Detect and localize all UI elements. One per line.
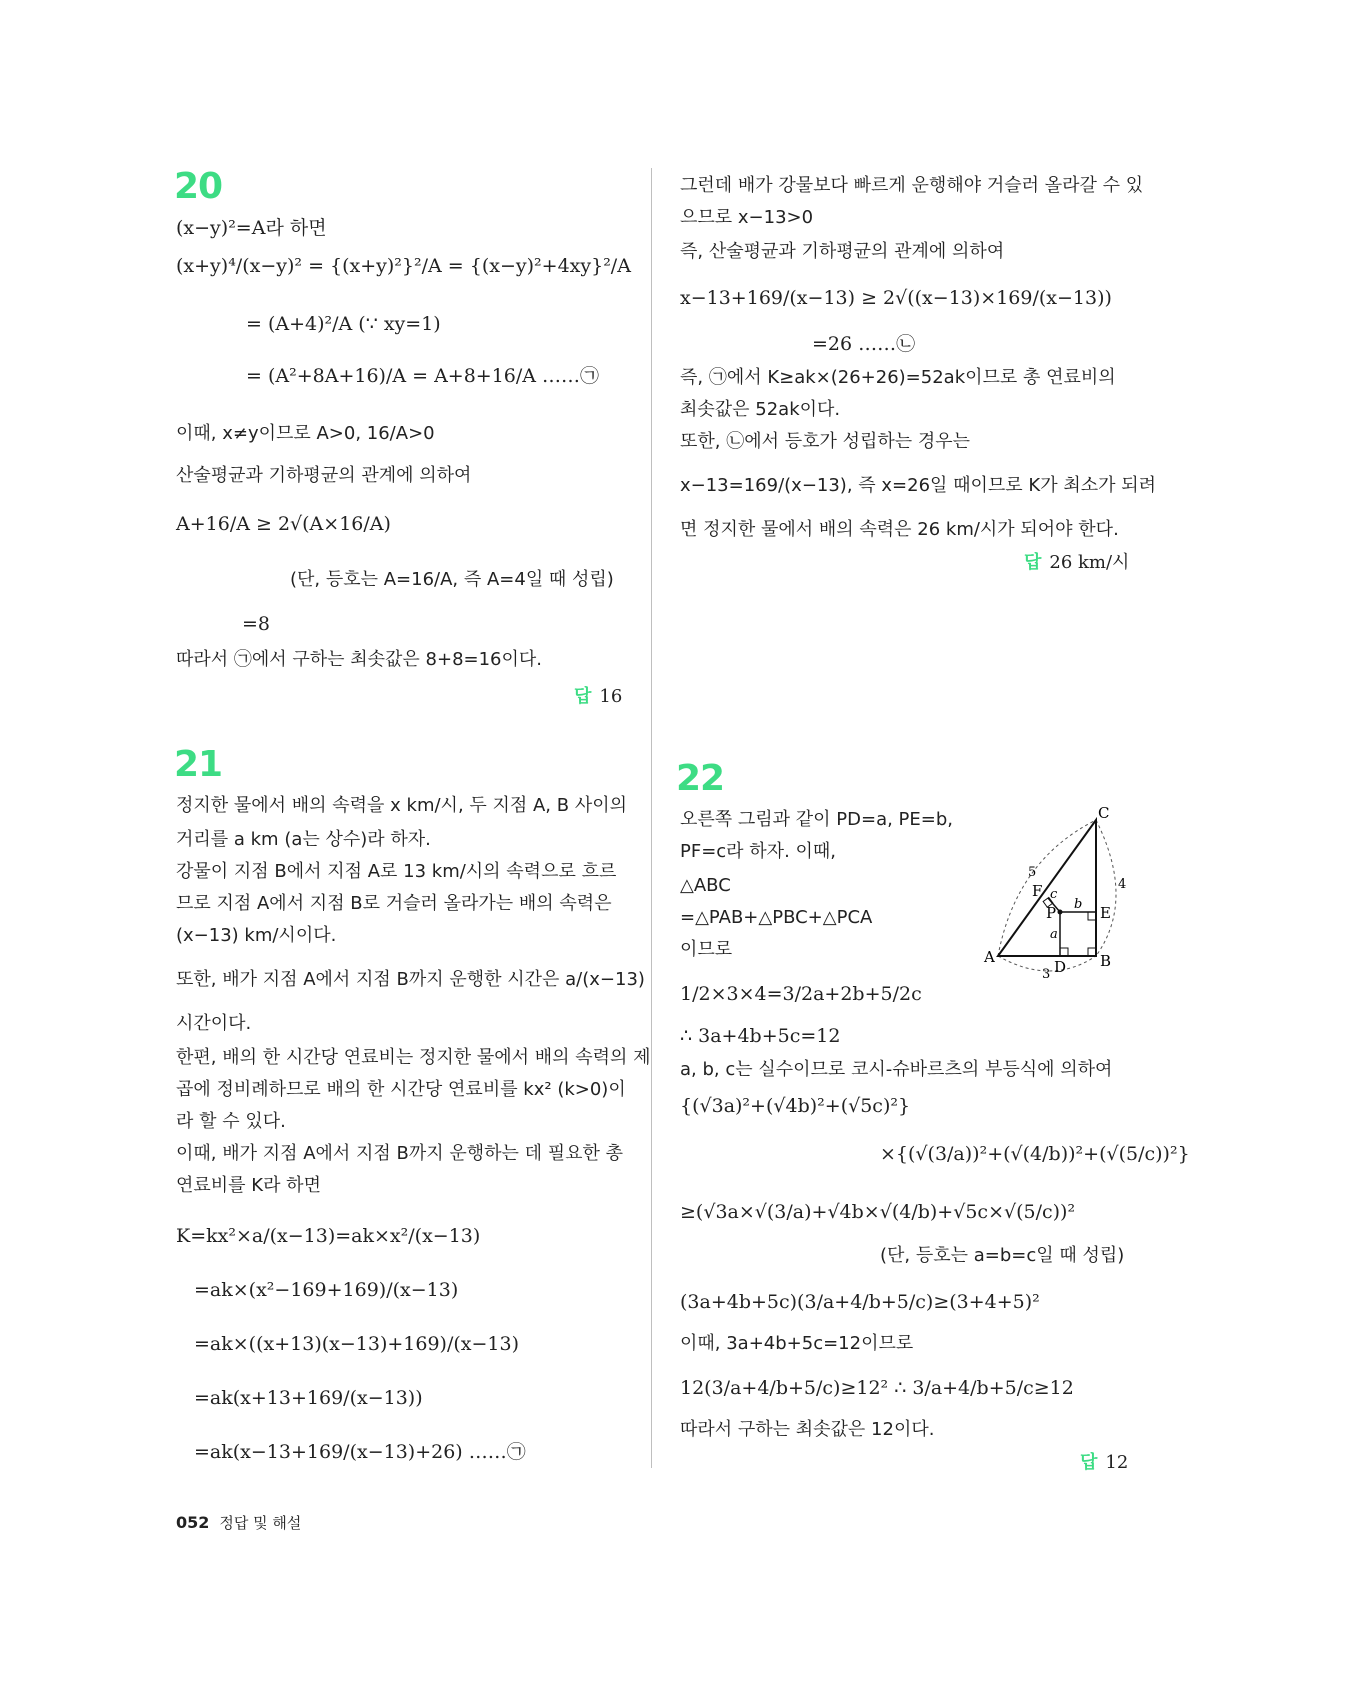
equation-line: =8 [242, 613, 271, 635]
equation-line: x−13+169/(x−13) ≥ 2√((x−13)×169/(x−13)) [680, 287, 1112, 309]
solution-line: 또한, 배가 지점 A에서 지점 B까지 운행한 시간은 a/(x−13) [176, 969, 645, 990]
equation-line: =ak(x+13+169/(x−13)) [194, 1387, 423, 1409]
solution-line: 산술평균과 기하평균의 관계에 의하여 [176, 465, 472, 486]
label-side-5: 5 [1028, 865, 1037, 880]
solution-line: 므로 지점 A에서 지점 B로 거슬러 올라가는 배의 속력은 [176, 893, 612, 914]
solution-line: =△PAB+△PBC+△PCA [680, 907, 873, 928]
solution-line: 이때, x≠y이므로 A>0, 16/A>0 [176, 423, 435, 444]
answer-value: 26 km/시 [1049, 552, 1130, 573]
solution-line: 라 할 수 있다. [176, 1111, 286, 1132]
right-angle-mark [1088, 912, 1096, 920]
answer-value: 12 [1105, 1452, 1129, 1473]
equality-condition: (단, 등호는 a=b=c일 때 성립) [880, 1245, 1125, 1266]
label-seg-c: c [1050, 887, 1058, 902]
solution-line: 면 정지한 물에서 배의 속력은 26 km/시가 되어야 한다. [680, 519, 1119, 540]
solution-line: 즉, ㉠에서 K≥ak×(26+26)=52ak이므로 총 연료비의 [680, 367, 1116, 388]
solution-line: 으므로 x−13>0 [680, 207, 814, 228]
answer [1080, 1448, 1128, 1474]
answer-label: 답 [1024, 552, 1042, 573]
label-p: P [1046, 904, 1057, 922]
arc-bc [1096, 820, 1116, 956]
answer [574, 682, 622, 708]
equality-condition: (단, 등호는 A=16/A, 즉 A=4일 때 성립) [290, 569, 614, 590]
label-a: A [984, 948, 995, 966]
equation-line: =ak×((x+13)(x−13)+169)/(x−13) [194, 1333, 520, 1355]
right-angle-mark [1060, 948, 1068, 956]
solution-line: PF=c라 하자. 이때, [680, 841, 837, 862]
solution-line: 이때, 3a+4b+5c=12이므로 [680, 1333, 914, 1354]
equation-line: A+16/A ≥ 2√(A×16/A) [176, 513, 391, 535]
equation-line: ∴ 3a+4b+5c=12 [680, 1025, 841, 1047]
answer-label: 답 [1080, 1452, 1098, 1473]
equation-line: {(√3a)²+(√4b)²+(√5c)²} [680, 1095, 911, 1117]
triangle-abc [998, 820, 1096, 956]
equation-line: ×{(√(3/a))²+(√(4/b))²+(√(5/c))²} [880, 1143, 1190, 1165]
equation-line: K=kx²×a/(x−13)=ak×x²/(x−13) [176, 1225, 481, 1247]
page-number: 052 [176, 1513, 210, 1532]
solution-line: a, b, c는 실수이므로 코시-슈바르츠의 부등식에 의하여 [680, 1059, 1113, 1080]
solution-line: 또한, ㉡에서 등호가 성립하는 경우는 [680, 431, 971, 452]
label-e: E [1100, 904, 1111, 922]
solution-line: 오른쪽 그림과 같이 PD=a, PE=b, [680, 809, 953, 830]
label-seg-a: a [1050, 927, 1058, 942]
solution-line: 곱에 정비례하므로 배의 한 시간당 연료비를 kx² (k>0)이 [176, 1079, 626, 1100]
equation-line: 1/2×3×4=3/2a+2b+5/2c [680, 983, 922, 1005]
solution-line: x−13=169/(x−13), 즉 x=26일 때이므로 K가 최소가 되려 [680, 475, 1156, 496]
solution-line: 그런데 배가 강물보다 빠르게 운행해야 거슬러 올라갈 수 있 [680, 175, 1144, 196]
page-footer [176, 1512, 301, 1533]
equation-line: = (A+4)²/A (∵ xy=1) [246, 313, 441, 335]
answer-value: 16 [599, 686, 623, 707]
solution-conclusion: 따라서 ㉠에서 구하는 최솟값은 8+8=16이다. [176, 649, 543, 670]
solution-line: 최솟값은 52ak이다. [680, 399, 841, 420]
solution-line: (x−y)²=A라 하면 [176, 217, 327, 239]
label-side-4: 4 [1118, 877, 1127, 892]
solution-line: 시간이다. [176, 1013, 252, 1034]
equation-line: (3a+4b+5c)(3/a+4/b+5/c)≥(3+4+5)² [680, 1291, 1040, 1313]
answer-label: 답 [574, 686, 592, 707]
label-b: B [1100, 952, 1112, 970]
label-side-3: 3 [1042, 967, 1051, 980]
right-angle-mark [1088, 948, 1096, 956]
solution-line: (x−13) km/시이다. [176, 925, 337, 946]
solution-line: 이므로 [680, 939, 733, 960]
label-f: F [1032, 882, 1043, 900]
equation-line: 12(3/a+4/b+5/c)≥12² ∴ 3/a+4/b+5/c≥12 [680, 1377, 1074, 1399]
problem-number: 20 [174, 166, 223, 207]
equation-line: =ak(x−13+169/(x−13)+26) ……㉠ [194, 1441, 526, 1463]
equation-line: ≥(√3a×√(3/a)+√4b×√(4/b)+√5c×√(5/c))² [680, 1201, 1076, 1223]
solution-line: 한편, 배의 한 시간당 연료비는 정지한 물에서 배의 속력의 제 [176, 1047, 651, 1068]
equation-line: = (A²+8A+16)/A = A+8+16/A ……㉠ [246, 365, 600, 387]
footer-label: 정답 및 해설 [219, 1514, 302, 1532]
solution-line: 즉, 산술평균과 기하평균의 관계에 의하여 [680, 241, 1005, 262]
solution-line: 거리를 a km (a는 상수)라 하자. [176, 829, 431, 850]
equation-line: =ak×(x²−169+169)/(x−13) [194, 1279, 459, 1301]
triangle-figure [976, 800, 1136, 980]
solution-line: 정지한 물에서 배의 속력을 x km/시, 두 지점 A, B 사이의 [176, 795, 627, 816]
label-d: D [1054, 958, 1067, 976]
equation-line: (x+y)⁴/(x−y)² = {(x+y)²}²/A = {(x−y)²+4xy}²/A [176, 255, 631, 277]
solution-conclusion: 따라서 구하는 최솟값은 12이다. [680, 1419, 935, 1440]
answer [1024, 548, 1129, 574]
column-divider [651, 168, 652, 1468]
label-c: C [1098, 804, 1110, 822]
point-p [1058, 910, 1063, 915]
solution-line: 강물이 지점 B에서 지점 A로 13 km/시의 속력으로 흐르 [176, 861, 617, 882]
label-seg-b: b [1074, 897, 1083, 912]
solution-line: 연료비를 K라 하면 [176, 1175, 321, 1196]
solution-line: △ABC [680, 875, 731, 896]
problem-number: 22 [676, 758, 725, 799]
equation-line: =26 ……㉡ [812, 333, 916, 355]
problem-number: 21 [174, 744, 223, 785]
solution-line: 이때, 배가 지점 A에서 지점 B까지 운행하는 데 필요한 총 [176, 1143, 624, 1164]
